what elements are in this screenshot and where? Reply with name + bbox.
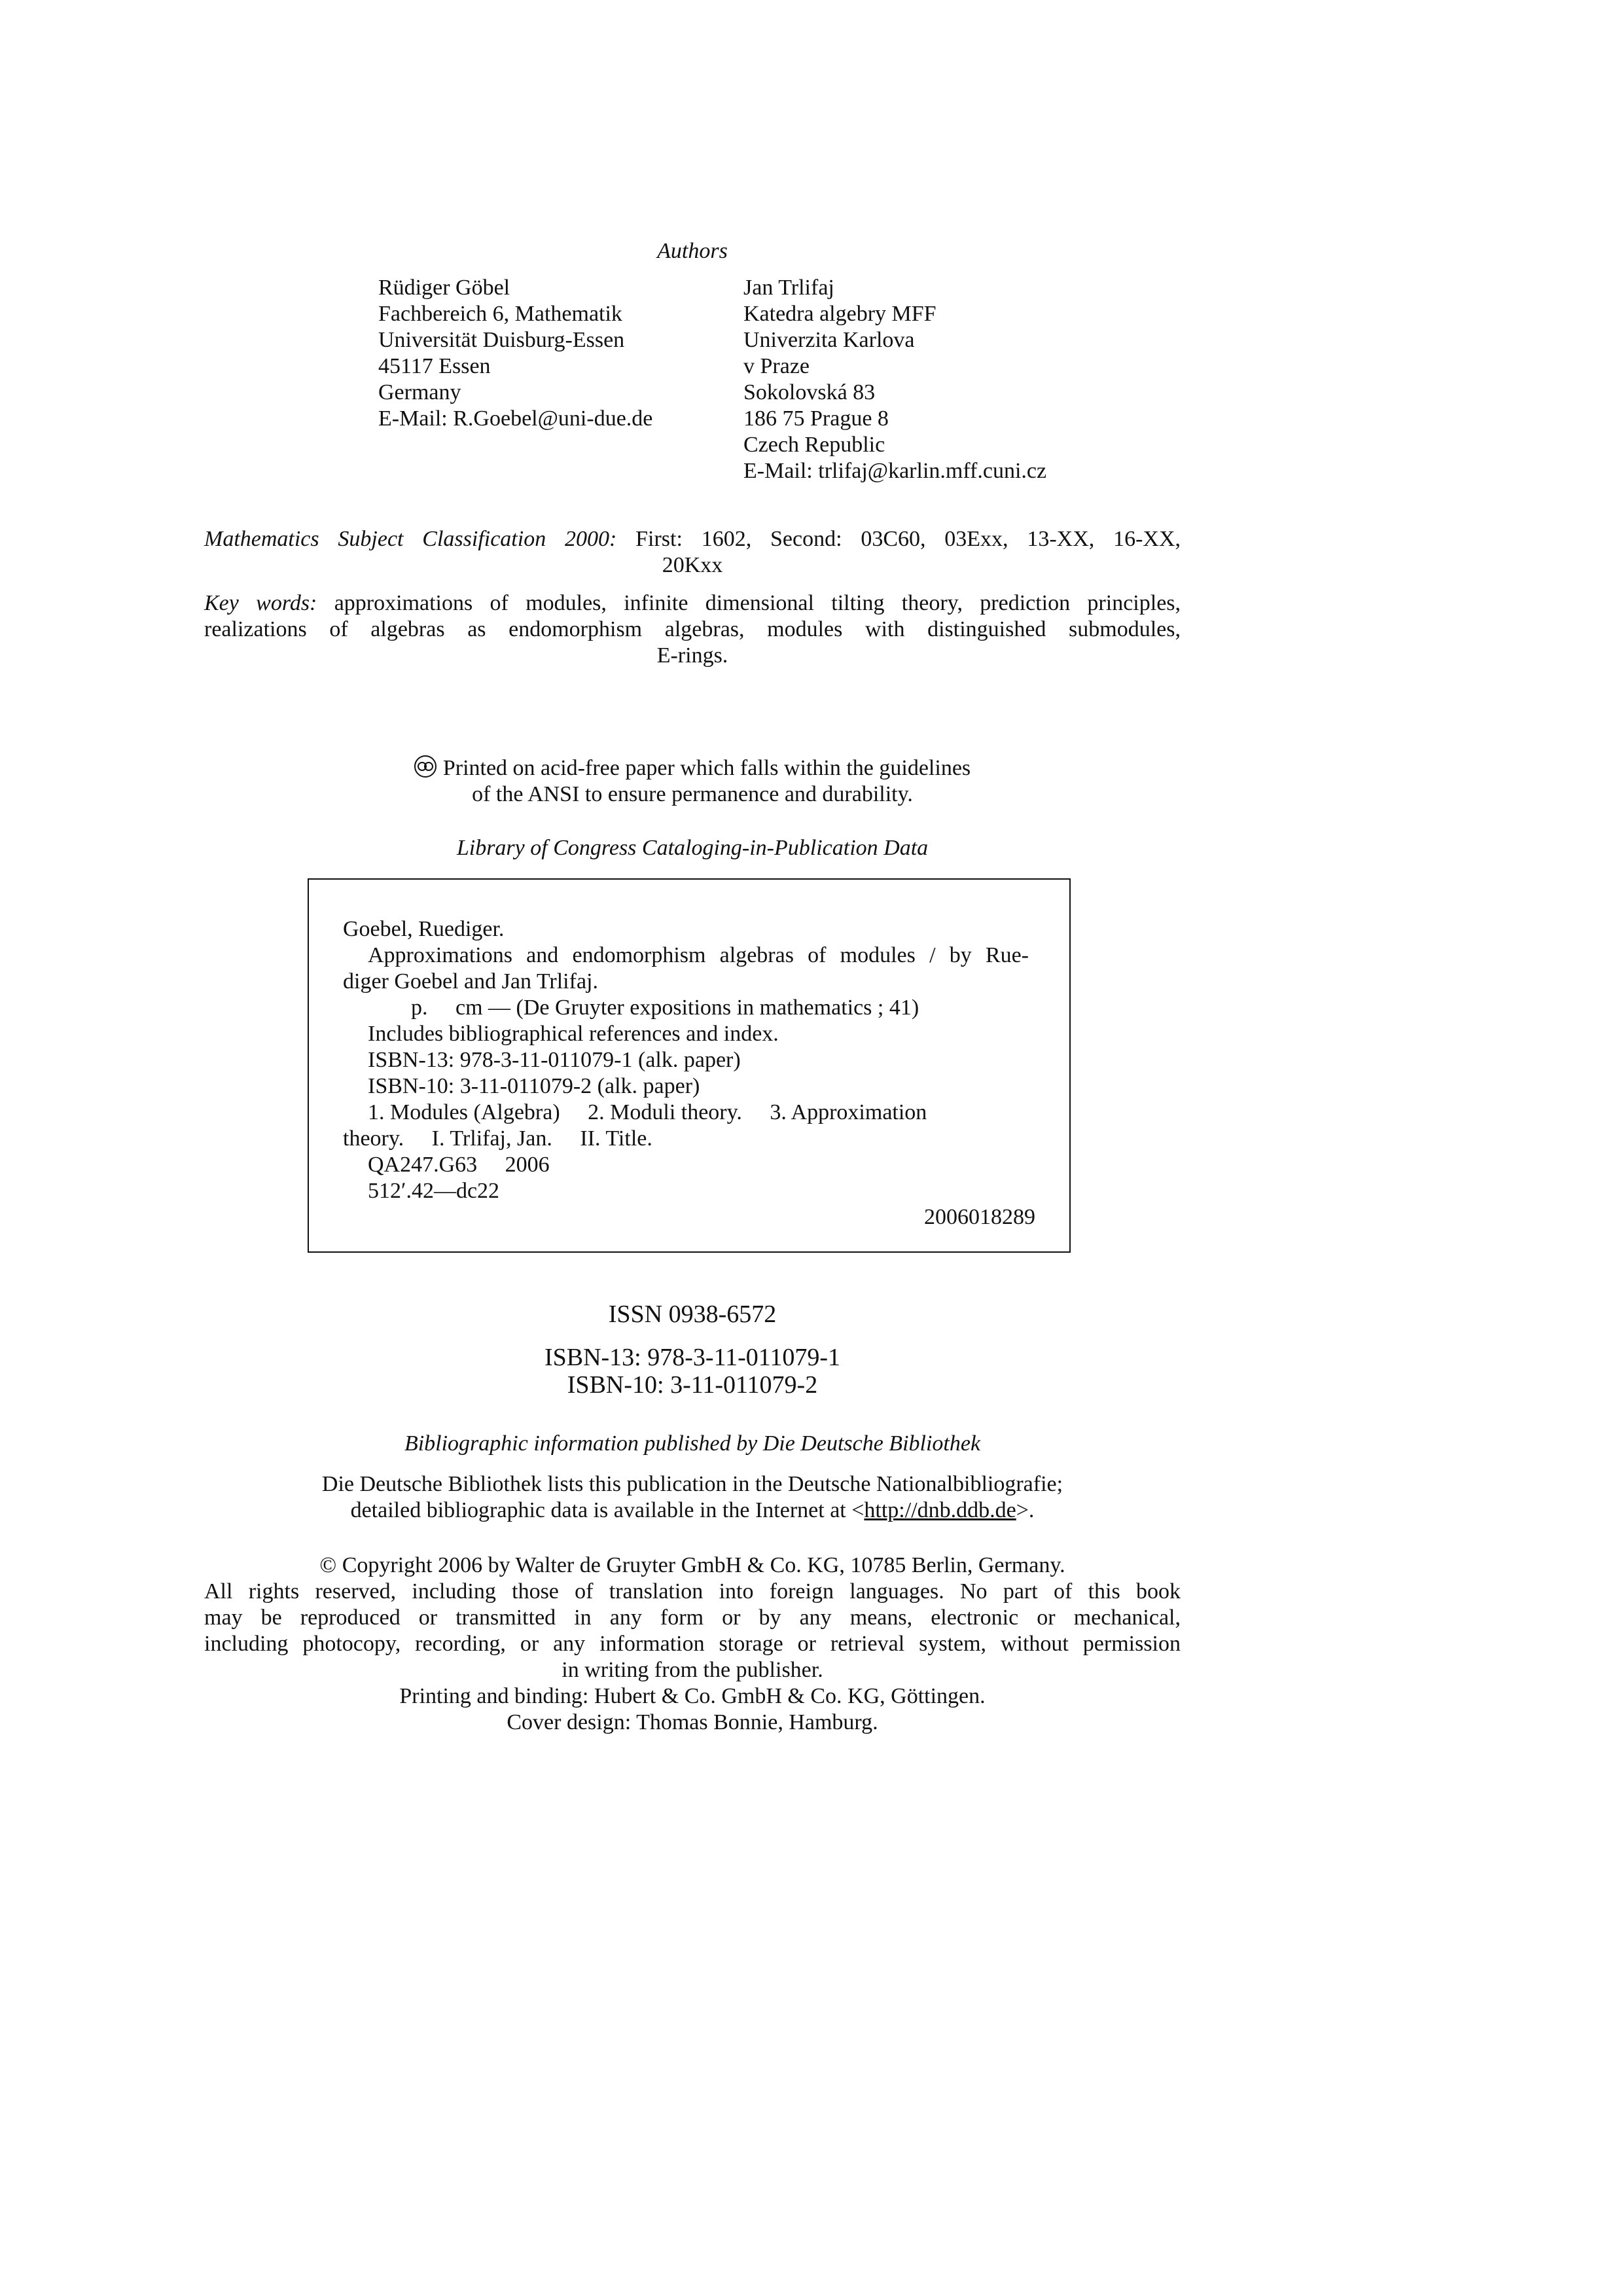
lccn-number: 2006018289	[924, 1205, 1035, 1229]
biblio-line-2: detailed bibliographic data is available in the Internet at <http://dnb.ddb.de>.	[350, 1498, 1035, 1522]
author-trlifaj-address	[743, 275, 1046, 484]
cip-line: ISBN-13: 978-3-11-011079-1 (alk. paper)	[368, 1048, 741, 1072]
acid-free-notice: Printed on acid-free paper which falls within the guidelines	[0, 755, 1385, 781]
cover-design: Cover design: Thomas Bonnie, Hamburg.	[507, 1710, 878, 1734]
author-address-line: Germany	[378, 380, 461, 404]
acid-free-notice-2: of the ANSI to ensure permanence and durability.	[472, 782, 913, 806]
author-address-line: Universität Duisburg-Essen	[378, 328, 625, 352]
cip-line: 1. Modules (Algebra) 2. Moduli theory. 3. Approximation	[368, 1100, 927, 1124]
msc-label: Mathematics Subject Classification 2000:	[204, 527, 617, 551]
copyright-line-3: may be reproduced or transmitted in any form or by any means, electronic or mechanical,	[204, 1605, 1181, 1630]
copyright-line-4: including photocopy, recording, or any information storage or retrieval system, without permission	[204, 1632, 1181, 1656]
keywords-label: Key words:	[204, 591, 317, 615]
author-address-line: v Praze	[743, 354, 810, 378]
cip-line: ISBN-10: 3-11-011079-2 (alk. paper)	[368, 1074, 700, 1098]
cip-line: diger Goebel and Jan Trlifaj.	[343, 969, 598, 994]
msc-codes: First: 1602, Second: 03C60, 03Exx, 13-XX, 16-XX,	[635, 527, 1181, 551]
cip-line: theory. I. Trlifaj, Jan. II. Title.	[343, 1126, 652, 1151]
author-name: Rüdiger Göbel	[378, 276, 510, 300]
author-address-line: Sokolovská 83	[743, 380, 876, 404]
acid-free-paper-icon	[414, 755, 437, 778]
biblio-heading: Bibliographic information published by Die Deutsche Bibliothek	[404, 1431, 981, 1456]
keywords-line-1: Key words: approximations of modules, infinite dimensional tilting theory, prediction principles,	[204, 591, 1181, 615]
cip-line: 512ʹ.42—dc22	[368, 1179, 500, 1203]
msc-codes-cont: 20Kxx	[662, 553, 723, 577]
author-address-line: 186 75 Prague 8	[743, 406, 889, 431]
keywords-line-3: E-rings.	[656, 643, 728, 668]
issn: ISSN 0938-6572	[608, 1300, 777, 1328]
cip-line: Approximations and endomorphism algebras of modules / by Rue-	[368, 943, 1029, 967]
keywords-line-2: realizations of algebras as endomorphism algebras, modules with distinguished submodules,	[204, 617, 1181, 641]
author-address-line: Univerzita Karlova	[743, 328, 915, 352]
isbn-10: ISBN-10: 3-11-011079-2	[567, 1371, 818, 1399]
author-address-line: Katedra algebry MFF	[743, 302, 936, 326]
dnb-link[interactable]: http://dnb.ddb.de	[864, 1498, 1016, 1522]
cip-line: Goebel, Ruediger.	[343, 917, 505, 941]
biblio-line-1: Die Deutsche Bibliothek lists this publication in the Deutsche Nationalbibliografie;	[321, 1472, 1063, 1496]
copyright-line-5: in writing from the publisher.	[562, 1658, 823, 1682]
printing-binding: Printing and binding: Hubert & Co. GmbH & Co. KG, Göttingen.	[399, 1684, 986, 1708]
isbn-13: ISBN-13: 978-3-11-011079-1	[544, 1344, 841, 1371]
cip-line: p. cm — (De Gruyter expositions in mathematics ; 41)	[411, 996, 919, 1020]
authors-heading: Authors	[657, 239, 728, 263]
author-name: Jan Trlifaj	[743, 276, 834, 300]
copyright-line-2: All rights reserved, including those of translation into foreign languages. No part of this book	[204, 1579, 1181, 1604]
copyright-line: © Copyright 2006 by Walter de Gruyter GmbH & Co. KG, 10785 Berlin, Germany.	[319, 1553, 1065, 1577]
author-address-line: 45117 Essen	[378, 354, 491, 378]
cip-line: QA247.G63 2006	[368, 1153, 550, 1177]
cip-record-box	[308, 878, 1071, 1253]
cip-heading: Library of Congress Cataloging-in-Publication Data	[456, 836, 929, 860]
copyright-icon: ©	[319, 1553, 342, 1577]
author-address-line: Czech Republic	[743, 433, 885, 457]
author-email: E-Mail: R.Goebel@uni-due.de	[378, 406, 653, 431]
author-goebel-address	[378, 275, 652, 432]
author-address-line: Fachbereich 6, Mathematik	[378, 302, 622, 326]
cip-line: Includes bibliographical references and index.	[368, 1022, 779, 1046]
author-email: E-Mail: trlifaj@karlin.mff.cuni.cz	[743, 459, 1047, 483]
msc-line	[204, 526, 1181, 552]
